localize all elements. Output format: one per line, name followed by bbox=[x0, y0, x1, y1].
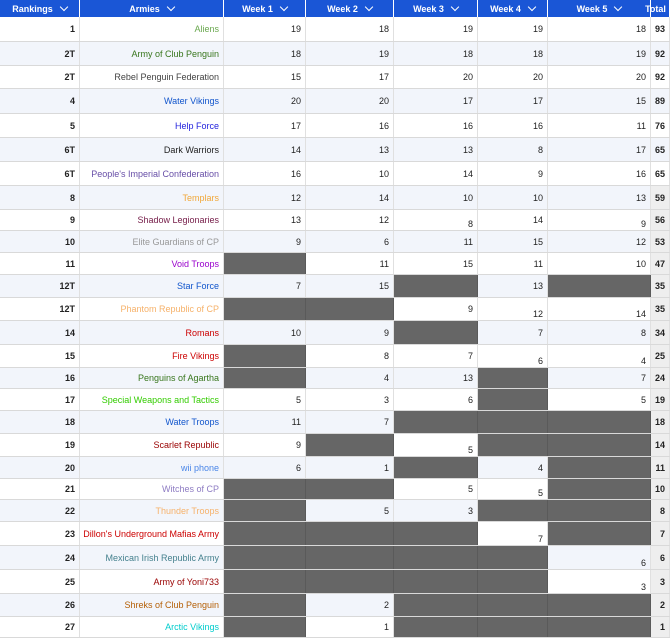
week-score-cell[interactable]: 12 bbox=[224, 186, 306, 209]
week-score-cell[interactable]: 18 bbox=[224, 42, 306, 65]
week-score-cell[interactable]: 18 bbox=[394, 42, 478, 65]
week-score-cell[interactable]: 17 bbox=[548, 138, 651, 161]
header-total[interactable] bbox=[645, 0, 670, 17]
week-score-cell[interactable]: 15 bbox=[306, 275, 394, 297]
empty-week-cell[interactable] bbox=[548, 617, 651, 637]
empty-week-cell[interactable] bbox=[224, 546, 306, 569]
army-name-cell[interactable]: wii phone bbox=[80, 457, 224, 478]
week-score-cell[interactable]: 5 bbox=[306, 500, 394, 521]
rank-cell[interactable]: 26 bbox=[0, 594, 80, 616]
week-score-cell[interactable]: 20 bbox=[224, 89, 306, 113]
week-score-cell[interactable]: 4 bbox=[478, 457, 548, 478]
army-name-cell[interactable]: Special Weapons and Tactics bbox=[80, 389, 224, 410]
week-score-cell[interactable]: 8 bbox=[306, 345, 394, 367]
week-score-cell[interactable]: 11 bbox=[394, 231, 478, 252]
week-score-cell[interactable]: 6 bbox=[306, 231, 394, 252]
army-name-cell[interactable]: Mexican Irish Republic Army bbox=[80, 546, 224, 569]
header-label: Week 4 bbox=[490, 3, 521, 14]
table-row bbox=[0, 546, 670, 570]
total-cell[interactable]: 24 bbox=[651, 368, 670, 388]
header-label: Rankings bbox=[12, 3, 53, 14]
week-score-cell[interactable]: 1 bbox=[306, 457, 394, 478]
army-name-cell[interactable]: Romans bbox=[80, 321, 224, 344]
total-cell[interactable]: 47 bbox=[651, 253, 670, 274]
army-name-cell[interactable]: Phantom Republic of CP bbox=[80, 298, 224, 320]
chevron-down-icon[interactable] bbox=[280, 3, 288, 11]
total-cell[interactable]: 10 bbox=[651, 479, 670, 499]
week-score-cell[interactable]: 13 bbox=[306, 138, 394, 161]
chevron-down-icon[interactable] bbox=[60, 3, 68, 11]
empty-week-cell[interactable] bbox=[306, 546, 394, 569]
empty-week-cell[interactable] bbox=[224, 617, 306, 637]
total-cell[interactable]: 65 bbox=[651, 162, 670, 185]
rank-cell[interactable]: 25 bbox=[0, 570, 80, 593]
army-name-cell[interactable]: Star Force bbox=[80, 275, 224, 297]
week-score-cell[interactable]: 8 bbox=[548, 321, 651, 344]
army-name-cell[interactable]: Aliens bbox=[80, 17, 224, 41]
week-score-cell[interactable]: 18 bbox=[478, 42, 548, 65]
rank-cell[interactable]: 14 bbox=[0, 321, 80, 344]
week-score-cell[interactable]: 9 bbox=[306, 321, 394, 344]
empty-week-cell[interactable] bbox=[478, 411, 548, 433]
table-row bbox=[0, 457, 670, 479]
week-score-cell[interactable]: 7 bbox=[478, 321, 548, 344]
empty-week-cell[interactable] bbox=[548, 479, 651, 499]
week-score-cell[interactable]: 10 bbox=[478, 186, 548, 209]
rank-cell[interactable]: 21 bbox=[0, 479, 80, 499]
chevron-down-icon[interactable] bbox=[167, 3, 175, 11]
empty-week-cell[interactable] bbox=[224, 594, 306, 616]
total-cell[interactable]: 19 bbox=[651, 389, 670, 410]
total-cell[interactable]: 11 bbox=[651, 457, 670, 478]
table-row bbox=[0, 275, 670, 298]
week-score-cell[interactable]: 4 bbox=[548, 345, 651, 367]
empty-week-cell[interactable] bbox=[478, 594, 548, 616]
table-row bbox=[0, 162, 670, 186]
empty-week-cell[interactable] bbox=[394, 457, 478, 478]
week-score-cell[interactable]: 14 bbox=[306, 186, 394, 209]
army-name-cell[interactable]: Army of Yoni733 bbox=[80, 570, 224, 593]
table-row bbox=[0, 368, 670, 389]
week-score-cell[interactable]: 9 bbox=[224, 231, 306, 252]
army-name-cell[interactable]: Army of Club Penguin bbox=[80, 42, 224, 65]
empty-week-cell[interactable] bbox=[394, 617, 478, 637]
week-score-cell[interactable]: 13 bbox=[394, 138, 478, 161]
week-score-cell[interactable]: 17 bbox=[224, 114, 306, 137]
total-cell[interactable]: 6 bbox=[651, 546, 670, 569]
table-row bbox=[0, 434, 670, 457]
chevron-down-icon[interactable] bbox=[365, 3, 373, 11]
army-name-cell[interactable]: Dark Warriors bbox=[80, 138, 224, 161]
rank-cell[interactable]: 24 bbox=[0, 546, 80, 569]
table-row bbox=[0, 594, 670, 617]
empty-week-cell[interactable] bbox=[224, 253, 306, 274]
header-label: Week 5 bbox=[576, 3, 608, 14]
table-row bbox=[0, 570, 670, 594]
rank-cell[interactable]: 6T bbox=[0, 162, 80, 185]
table-row bbox=[0, 210, 670, 231]
week-score-cell[interactable]: 15 bbox=[548, 89, 651, 113]
empty-week-cell[interactable] bbox=[306, 479, 394, 499]
total-cell[interactable]: 3 bbox=[651, 570, 670, 593]
week-score-cell[interactable]: 6 bbox=[224, 457, 306, 478]
empty-week-cell[interactable] bbox=[394, 275, 478, 297]
total-cell[interactable]: 65 bbox=[651, 138, 670, 161]
empty-week-cell[interactable] bbox=[478, 500, 548, 521]
week-score-cell[interactable]: 13 bbox=[548, 186, 651, 209]
week-score-cell[interactable]: 9 bbox=[478, 162, 548, 185]
army-name-cell[interactable]: Water Vikings bbox=[80, 89, 224, 113]
week-score-cell[interactable]: 6 bbox=[548, 546, 651, 569]
empty-week-cell[interactable] bbox=[224, 479, 306, 499]
table-row bbox=[0, 17, 670, 42]
army-name-cell[interactable]: Water Troops bbox=[80, 411, 224, 433]
total-cell[interactable]: 59 bbox=[651, 186, 670, 209]
empty-week-cell[interactable] bbox=[394, 546, 478, 569]
total-cell[interactable]: 35 bbox=[651, 298, 670, 320]
week-score-cell[interactable]: 4 bbox=[306, 368, 394, 388]
empty-week-cell[interactable] bbox=[224, 345, 306, 367]
week-score-cell[interactable]: 16 bbox=[306, 114, 394, 137]
total-cell[interactable]: 1 bbox=[651, 617, 670, 637]
header-armies[interactable] bbox=[80, 0, 224, 17]
empty-week-cell[interactable] bbox=[224, 298, 306, 320]
week-score-cell[interactable]: 15 bbox=[394, 253, 478, 274]
week-score-cell[interactable]: 13 bbox=[224, 210, 306, 230]
empty-week-cell[interactable] bbox=[548, 457, 651, 478]
week-score-cell[interactable]: 7 bbox=[478, 522, 548, 545]
rank-cell[interactable]: 18 bbox=[0, 411, 80, 433]
week-score-cell[interactable]: 10 bbox=[306, 162, 394, 185]
week-score-cell[interactable]: 5 bbox=[224, 389, 306, 410]
empty-week-cell[interactable] bbox=[478, 570, 548, 593]
empty-week-cell[interactable] bbox=[548, 434, 651, 456]
week-score-cell[interactable]: 6 bbox=[394, 389, 478, 410]
table-row bbox=[0, 500, 670, 522]
total-cell[interactable]: 7 bbox=[651, 522, 670, 545]
week-score-cell[interactable]: 8 bbox=[394, 210, 478, 230]
rank-cell[interactable]: 15 bbox=[0, 345, 80, 367]
rank-cell[interactable]: 20 bbox=[0, 457, 80, 478]
army-name-cell[interactable]: Elite Guardians of CP bbox=[80, 231, 224, 252]
week-score-cell[interactable]: 2 bbox=[306, 594, 394, 616]
army-name-cell[interactable]: Templars bbox=[80, 186, 224, 209]
rank-cell[interactable]: 16 bbox=[0, 368, 80, 388]
table-row bbox=[0, 114, 670, 138]
total-cell[interactable]: 18 bbox=[651, 411, 670, 433]
army-name-cell[interactable]: People's Imperial Confederation bbox=[80, 162, 224, 185]
table-row bbox=[0, 138, 670, 162]
header-week-1[interactable] bbox=[224, 0, 306, 17]
empty-week-cell[interactable] bbox=[548, 411, 651, 433]
rank-cell[interactable]: 23 bbox=[0, 522, 80, 545]
week-score-cell[interactable]: 3 bbox=[394, 500, 478, 521]
week-score-cell[interactable]: 3 bbox=[548, 570, 651, 593]
week-score-cell[interactable]: 1 bbox=[306, 617, 394, 637]
week-score-cell[interactable]: 19 bbox=[394, 17, 478, 41]
empty-week-cell[interactable] bbox=[394, 594, 478, 616]
week-score-cell[interactable]: 16 bbox=[394, 114, 478, 137]
empty-week-cell[interactable] bbox=[306, 298, 394, 320]
week-score-cell[interactable]: 11 bbox=[224, 411, 306, 433]
chevron-down-icon[interactable] bbox=[614, 3, 622, 11]
week-score-cell[interactable]: 10 bbox=[394, 186, 478, 209]
total-cell[interactable]: 8 bbox=[651, 500, 670, 521]
header-label: Week 2 bbox=[327, 3, 358, 14]
army-name-cell[interactable]: Fire Vikings bbox=[80, 345, 224, 367]
week-score-cell[interactable]: 12 bbox=[548, 231, 651, 252]
table-row bbox=[0, 186, 670, 210]
total-cell[interactable]: 53 bbox=[651, 231, 670, 252]
week-score-cell[interactable]: 9 bbox=[394, 298, 478, 320]
empty-week-cell[interactable] bbox=[224, 522, 306, 545]
table-row bbox=[0, 298, 670, 321]
rank-cell[interactable]: 8 bbox=[0, 186, 80, 209]
total-cell[interactable]: 14 bbox=[651, 434, 670, 456]
empty-week-cell[interactable] bbox=[548, 275, 651, 297]
week-score-cell[interactable]: 14 bbox=[394, 162, 478, 185]
rank-cell[interactable]: 12T bbox=[0, 275, 80, 297]
empty-week-cell[interactable] bbox=[224, 368, 306, 388]
army-name-cell[interactable]: Scarlet Republic bbox=[80, 434, 224, 456]
total-cell[interactable]: 92 bbox=[651, 66, 670, 88]
week-score-cell[interactable]: 5 bbox=[548, 389, 651, 410]
army-name-cell[interactable]: Dillon's Underground Mafias Army bbox=[80, 522, 224, 545]
rank-cell[interactable]: 17 bbox=[0, 389, 80, 410]
rank-cell[interactable]: 9 bbox=[0, 210, 80, 230]
empty-week-cell[interactable] bbox=[394, 522, 478, 545]
total-cell[interactable]: 34 bbox=[651, 321, 670, 344]
army-name-cell[interactable]: Shadow Legionaries bbox=[80, 210, 224, 230]
empty-week-cell[interactable] bbox=[478, 617, 548, 637]
chevron-down-icon[interactable] bbox=[528, 3, 536, 11]
total-cell[interactable]: 2 bbox=[651, 594, 670, 616]
rank-cell[interactable]: 12T bbox=[0, 298, 80, 320]
army-name-cell[interactable]: Help Force bbox=[80, 114, 224, 137]
army-name-cell[interactable]: Shreks of Club Penguin bbox=[80, 594, 224, 616]
week-score-cell[interactable]: 12 bbox=[306, 210, 394, 230]
week-score-cell[interactable]: 5 bbox=[478, 479, 548, 499]
header-week-2[interactable] bbox=[306, 0, 394, 17]
header-week-5[interactable] bbox=[548, 0, 651, 17]
header-label: Week 1 bbox=[242, 3, 273, 14]
header-label: Armies bbox=[129, 3, 160, 14]
week-score-cell[interactable]: 19 bbox=[478, 17, 548, 41]
week-score-cell[interactable]: 7 bbox=[548, 368, 651, 388]
rank-cell[interactable]: 5 bbox=[0, 114, 80, 137]
empty-week-cell[interactable] bbox=[548, 594, 651, 616]
table-row bbox=[0, 345, 670, 368]
chevron-down-icon[interactable] bbox=[451, 3, 459, 11]
army-name-cell[interactable]: Thunder Troops bbox=[80, 500, 224, 521]
week-score-cell[interactable]: 13 bbox=[478, 275, 548, 297]
week-score-cell[interactable]: 15 bbox=[224, 66, 306, 88]
table-row bbox=[0, 479, 670, 500]
week-score-cell[interactable]: 11 bbox=[548, 114, 651, 137]
week-score-cell[interactable]: 20 bbox=[394, 66, 478, 88]
table-row bbox=[0, 66, 670, 89]
total-cell[interactable]: 89 bbox=[651, 89, 670, 113]
rank-cell[interactable]: 2T bbox=[0, 42, 80, 65]
table-row bbox=[0, 231, 670, 253]
week-score-cell[interactable]: 17 bbox=[478, 89, 548, 113]
week-score-cell[interactable]: 11 bbox=[306, 253, 394, 274]
week-score-cell[interactable]: 11 bbox=[478, 253, 548, 274]
total-cell[interactable]: 25 bbox=[651, 345, 670, 367]
table-row bbox=[0, 89, 670, 114]
week-score-cell[interactable]: 17 bbox=[306, 66, 394, 88]
rank-cell[interactable]: 11 bbox=[0, 253, 80, 274]
week-score-cell[interactable]: 9 bbox=[224, 434, 306, 456]
total-cell[interactable]: 76 bbox=[651, 114, 670, 137]
table-row bbox=[0, 321, 670, 345]
army-name-cell[interactable]: Arctic Vikings bbox=[80, 617, 224, 637]
week-score-cell[interactable]: 19 bbox=[306, 42, 394, 65]
rank-cell[interactable]: 19 bbox=[0, 434, 80, 456]
week-score-cell[interactable]: 14 bbox=[478, 210, 548, 230]
army-name-cell[interactable]: Penguins of Agartha bbox=[80, 368, 224, 388]
week-score-cell[interactable]: 13 bbox=[394, 368, 478, 388]
week-score-cell[interactable]: 7 bbox=[394, 345, 478, 367]
army-name-cell[interactable]: Void Troops bbox=[80, 253, 224, 274]
empty-week-cell[interactable] bbox=[394, 411, 478, 433]
army-name-cell[interactable]: Witches of CP bbox=[80, 479, 224, 499]
week-score-cell[interactable]: 3 bbox=[306, 389, 394, 410]
week-score-cell[interactable]: 14 bbox=[224, 138, 306, 161]
table-row bbox=[0, 522, 670, 546]
week-score-cell[interactable]: 16 bbox=[548, 162, 651, 185]
empty-week-cell[interactable] bbox=[224, 500, 306, 521]
week-score-cell[interactable]: 5 bbox=[394, 434, 478, 456]
empty-week-cell[interactable] bbox=[224, 570, 306, 593]
week-score-cell[interactable]: 19 bbox=[548, 42, 651, 65]
table-row bbox=[0, 389, 670, 411]
week-score-cell[interactable]: 16 bbox=[224, 162, 306, 185]
week-score-cell[interactable]: 20 bbox=[548, 66, 651, 88]
empty-week-cell[interactable] bbox=[478, 368, 548, 388]
empty-week-cell[interactable] bbox=[548, 522, 651, 545]
table-row bbox=[0, 617, 670, 638]
week-score-cell[interactable]: 9 bbox=[548, 210, 651, 230]
rank-cell[interactable]: 10 bbox=[0, 231, 80, 252]
week-score-cell[interactable]: 18 bbox=[548, 17, 651, 41]
week-score-cell[interactable]: 17 bbox=[394, 89, 478, 113]
week-score-cell[interactable]: 10 bbox=[548, 253, 651, 274]
header-rankings[interactable] bbox=[0, 0, 80, 17]
empty-week-cell[interactable] bbox=[306, 570, 394, 593]
rank-cell[interactable]: 6T bbox=[0, 138, 80, 161]
week-score-cell[interactable]: 6 bbox=[478, 345, 548, 367]
empty-week-cell[interactable] bbox=[394, 570, 478, 593]
empty-week-cell[interactable] bbox=[306, 434, 394, 456]
week-score-cell[interactable]: 19 bbox=[224, 17, 306, 41]
week-score-cell[interactable]: 7 bbox=[224, 275, 306, 297]
week-score-cell[interactable]: 12 bbox=[478, 298, 548, 320]
header-label: Week 3 bbox=[413, 3, 444, 14]
week-score-cell[interactable]: 15 bbox=[478, 231, 548, 252]
empty-week-cell[interactable] bbox=[306, 522, 394, 545]
week-score-cell[interactable]: 8 bbox=[478, 138, 548, 161]
total-cell[interactable]: 56 bbox=[651, 210, 670, 230]
army-name-cell[interactable]: Rebel Penguin Federation bbox=[80, 66, 224, 88]
rank-cell[interactable]: 27 bbox=[0, 617, 80, 637]
week-score-cell[interactable]: 16 bbox=[478, 114, 548, 137]
week-score-cell[interactable]: 20 bbox=[478, 66, 548, 88]
empty-week-cell[interactable] bbox=[478, 546, 548, 569]
header-week-3[interactable] bbox=[394, 0, 478, 17]
week-score-cell[interactable]: 5 bbox=[394, 479, 478, 499]
rank-cell[interactable]: 1 bbox=[0, 17, 80, 41]
week-score-cell[interactable]: 20 bbox=[306, 89, 394, 113]
table-row bbox=[0, 42, 670, 66]
rank-cell[interactable]: 22 bbox=[0, 500, 80, 521]
total-cell[interactable]: 93 bbox=[651, 17, 670, 41]
total-cell[interactable]: 92 bbox=[651, 42, 670, 65]
header-week-4[interactable] bbox=[478, 0, 548, 17]
empty-week-cell[interactable] bbox=[478, 434, 548, 456]
empty-week-cell[interactable] bbox=[548, 500, 651, 521]
week-score-cell[interactable]: 18 bbox=[306, 17, 394, 41]
empty-week-cell[interactable] bbox=[394, 321, 478, 344]
week-score-cell[interactable]: 7 bbox=[306, 411, 394, 433]
empty-week-cell[interactable] bbox=[478, 389, 548, 410]
week-score-cell[interactable]: 14 bbox=[548, 298, 651, 320]
table-row bbox=[0, 253, 670, 275]
week-score-cell[interactable]: 10 bbox=[224, 321, 306, 344]
total-cell[interactable]: 35 bbox=[651, 275, 670, 297]
header-label: Total bbox=[645, 3, 666, 14]
rank-cell[interactable]: 2T bbox=[0, 66, 80, 88]
table-row bbox=[0, 411, 670, 434]
rank-cell[interactable]: 4 bbox=[0, 89, 80, 113]
